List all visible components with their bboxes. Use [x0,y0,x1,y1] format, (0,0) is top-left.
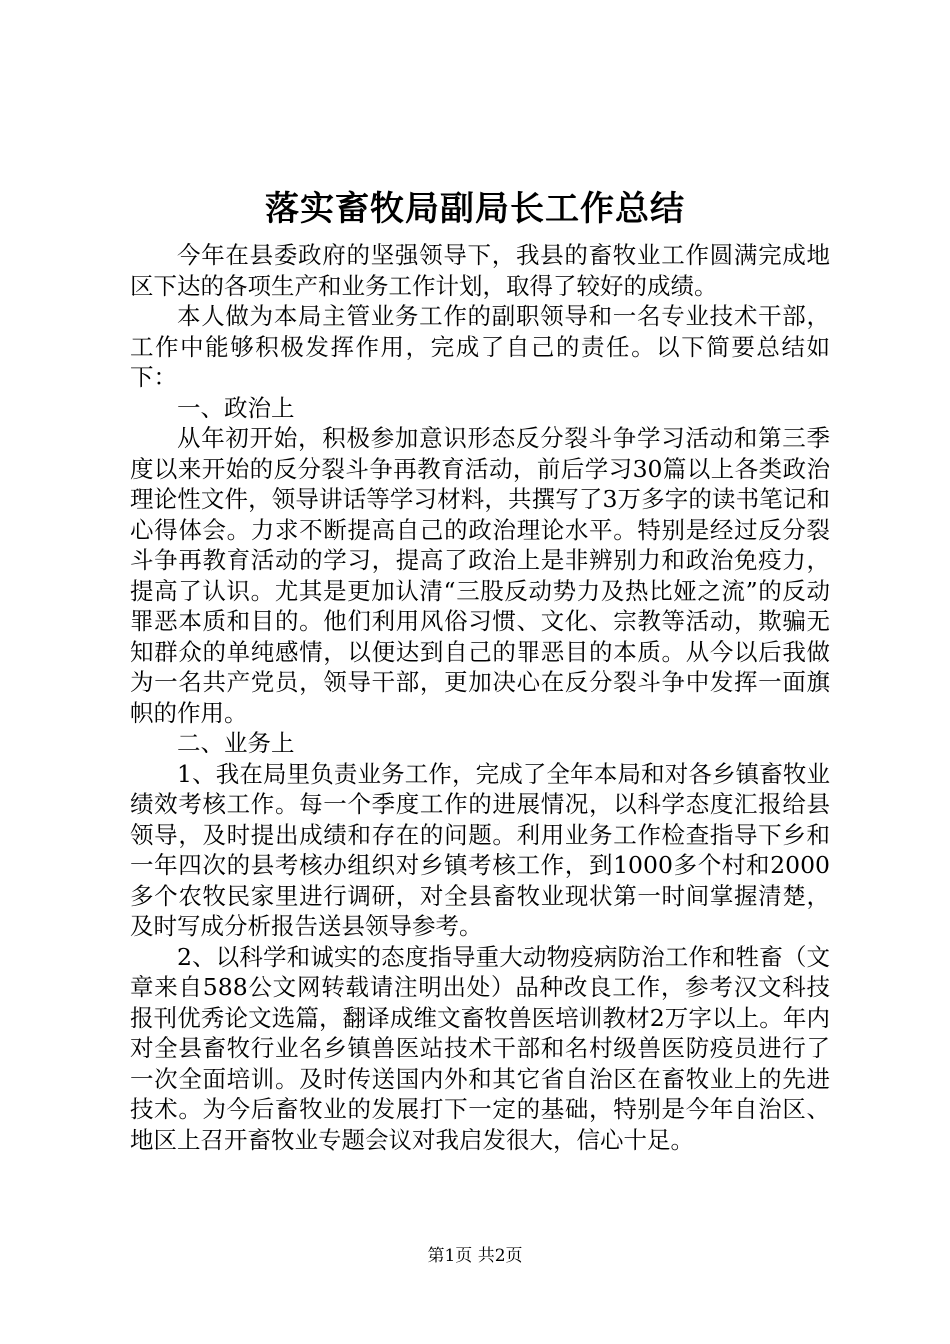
paragraph-intro: 今年在县委政府的坚强领导下，我县的畜牧业工作圆满完成地区下达的各项生产和业务工作计划，取得了较好的成绩。 [130,241,830,300]
section-heading-business: 二、业务上 [177,729,295,757]
document-body [130,240,830,1155]
paragraph-summary-lead: 本人做为本局主管业务工作的副职领导和一名专业技术干部，工作中能够积极发挥作用，完成了自己的责任。以下简要总结如下： [130,302,830,391]
page-footer: 第1页 共2页 [427,1246,523,1266]
paragraph-business-1: 1、我在局里负责业务工作，完成了全年本局和对各乡镇畜牧业绩效考核工作。每一个季度工作的进展情况，以科学态度汇报给县领导，及时提出成绩和存在的问题。利用业务工作检查指导下乡和一年四次的县考核办组织对乡镇考核工作，到1000多个村和2000多个农牧民家里进行调研，对全县畜牧业现状第一时间掌握清楚，及时写成分析报告送县领导参考。 [130,759,830,940]
document-title: 落实畜牧局副局长工作总结 [265,189,685,229]
paragraph-business-2: 2、以科学和诚实的态度指导重大动物疫病防治工作和牲畜（文章来自588公文网转载请注明出处）品种改良工作，参考汉文科技报刊优秀论文选篇，翻译成维文畜牧兽医培训教材2万字以上。年内对全县畜牧行业名乡镇兽医站技术干部和名村级兽医防疫员进行了一次全面培训。及时传送国内外和其它省自治区在畜牧业上的先进技术。为今后畜牧业的发展打下一定的基础，特别是今年自治区、地区上召开畜牧业专题会议对我启发很大，信心十足。 [130,942,830,1154]
section-heading-politics: 一、政治上 [177,393,295,422]
paragraph-politics: 从年初开始，积极参加意识形态反分裂斗争学习活动和第三季度以来开始的反分裂斗争再教育活动，前后学习30篇以上各类政治理论性文件，领导讲话等学习材料，共撰写了3万多字的读书笔记和心得体会。力求不断提高自己的政治理论水平。特别是经过反分裂斗争再教育活动的学习，提高了政治上是非辨别力和政治免疫力，提高了认识。尤其是更加认清“三股反动势力及热比娅之流”的反动罪恶本质和目的。他们利用风俗习惯、文化、宗教等活动，欺骗无知群众的单纯感情，以便达到自己的罪恶目的本质。从今以后我做为一名共产党员，领导干部，更加决心在反分裂斗争中发挥一面旗帜的作用。 [130,424,830,727]
